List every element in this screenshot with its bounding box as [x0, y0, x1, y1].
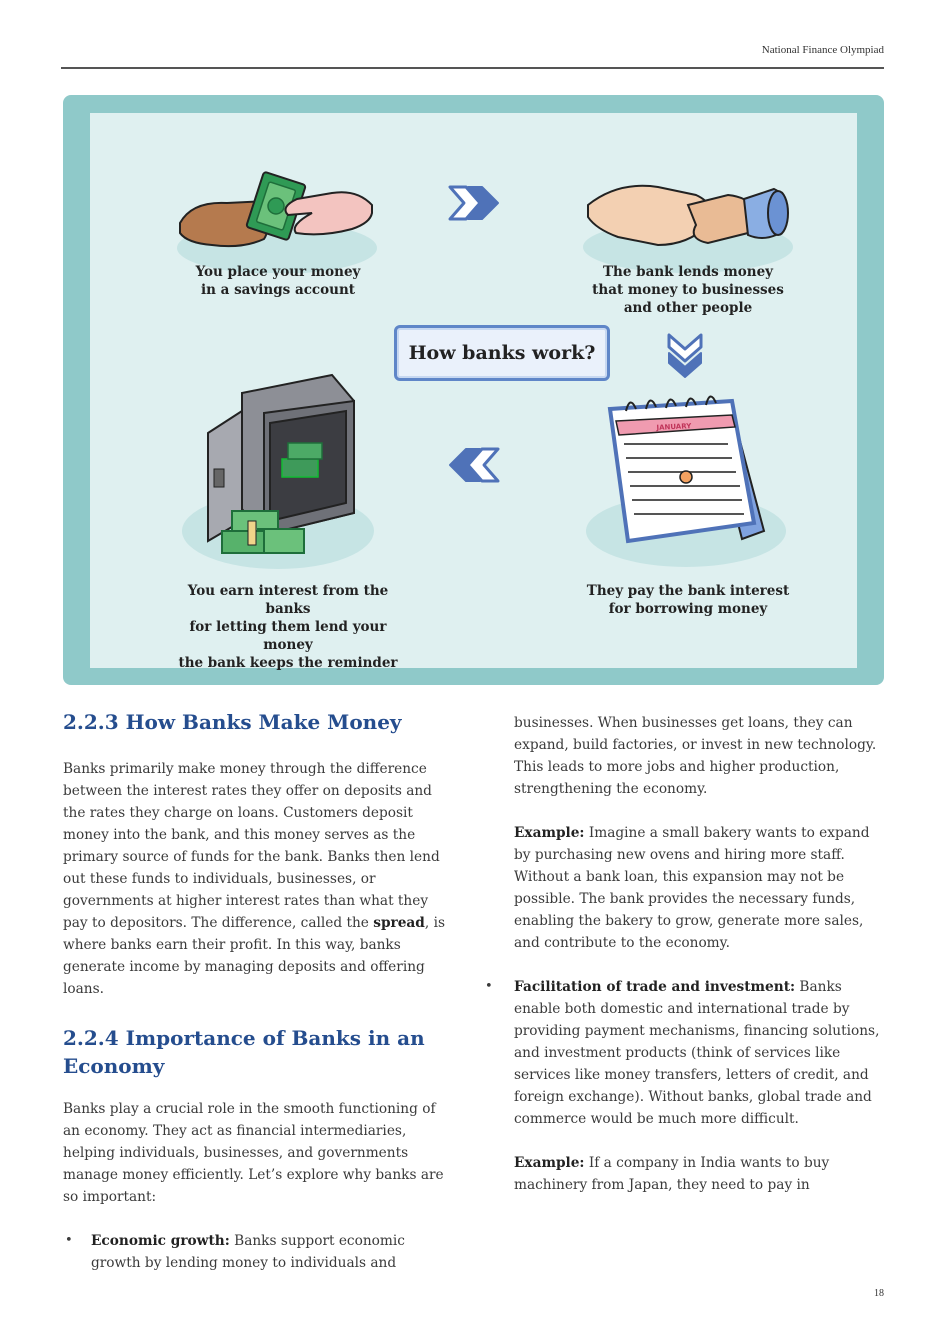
page-number: 18 — [874, 1288, 884, 1299]
step-4-label — [163, 582, 413, 672]
step-3-line-2: for borrowing money — [608, 601, 768, 617]
money-handover-icon — [172, 153, 382, 273]
example-2-text: If a company in India wants to buy machinery from Japan, they need to pay in — [514, 1155, 830, 1193]
how-banks-work-figure — [63, 95, 884, 685]
running-header: National Finance Olympiad — [761, 44, 884, 56]
step-4-line-2: for letting them lend your money — [189, 619, 387, 653]
step-1-line-1: You place your money — [195, 264, 361, 280]
example-1-label: Example: — [514, 825, 585, 841]
step-1-line-2: in a savings account — [200, 282, 356, 298]
arrow-left-icon — [446, 445, 502, 485]
bullet-dot: • — [485, 979, 493, 994]
trade-investment-text: Banks enable both domestic and international trade by providing payment mechanisms, financing solutions, and investment products (think of services like services like money transfers, letters of credit, and foreign exchange). Without banks, global trade and commerce would be much more difficult. — [514, 979, 880, 1127]
step-2-line-1: The bank lends money — [602, 264, 773, 280]
how-banks-work-title: How banks work? — [394, 325, 610, 381]
step-3-line-1: They pay the bank interest — [586, 583, 790, 599]
section-2-2-3-heading: 2.2.3 How Banks Make Money — [63, 710, 402, 734]
right-column — [487, 712, 885, 1196]
step-2-line-2: that money to businesses — [592, 282, 784, 298]
bakery-example — [514, 822, 885, 954]
bullet-dot: • — [65, 1233, 73, 1248]
bullet-economic-growth — [63, 1230, 455, 1274]
spread-text-after: , is where banks earn their profit. In this way, banks generate income by managing deposits and offering loans. — [63, 915, 445, 997]
section-2-2-4-heading: 2.2.4 Importance of Banks in an Economy — [63, 1026, 425, 1078]
step-4-line-1: You earn interest from the banks — [187, 583, 389, 617]
header-rule — [61, 67, 884, 69]
economic-growth-continuation: businesses. When businesses get loans, they can expand, build factories, or invest in new technology. This leads to more jobs and higher production, strengthening the economy. — [514, 715, 877, 797]
step-2-line-3: and other people — [623, 300, 753, 316]
figure-panel — [90, 113, 857, 671]
example-1-text: Imagine a small bakery wants to expand by purchasing new ovens and hiring more staff. Without a bank loan, this expansion may not be possible. The bank provides the necessary funds, enabling the bakery to grow, generate more sales, and contribute to the economy. — [514, 825, 870, 951]
spread-text-before: Banks primarily make money through the difference between the interest rates they offer on deposits and the rates they charge on loans. Customers deposit money into the bank, and this money serves as the primary source of funds for the bank. Banks then lend out these funds to individuals, businesses, or governments at higher interest rates than what they pay to depositors. The difference, called the — [63, 761, 440, 931]
india-japan-example — [514, 1152, 885, 1196]
step-2-label — [583, 263, 793, 317]
step-4-line-3: the bank keeps the reminder — [178, 655, 398, 671]
arrow-down-icon — [665, 331, 705, 381]
spread-term: spread — [373, 915, 425, 931]
left-column — [63, 708, 455, 1274]
handshake-icon — [578, 165, 798, 273]
example-2-label: Example: — [514, 1155, 585, 1171]
economic-growth-label: Economic growth: — [91, 1233, 230, 1249]
bullet-trade-investment — [487, 976, 885, 1196]
section-2-2-3-paragraph — [63, 758, 455, 1000]
calendar-month-label: JANUARY — [656, 422, 692, 432]
step-1-label — [183, 263, 373, 299]
economic-growth-text: Banks support economic growth by lending money to individuals and — [91, 1233, 405, 1271]
step-3-label — [583, 582, 793, 618]
trade-investment-label: Facilitation of trade and investment: — [514, 979, 796, 995]
calendar-icon — [582, 381, 792, 571]
safe-with-money-icon — [178, 371, 374, 571]
arrow-right-icon — [446, 183, 502, 223]
section-2-2-4-intro: Banks play a crucial role in the smooth functioning of an economy. They act as financial intermediaries, helping individuals, businesses, and governments manage money efficiently. Let’s explore why banks are so important: — [63, 1101, 444, 1205]
